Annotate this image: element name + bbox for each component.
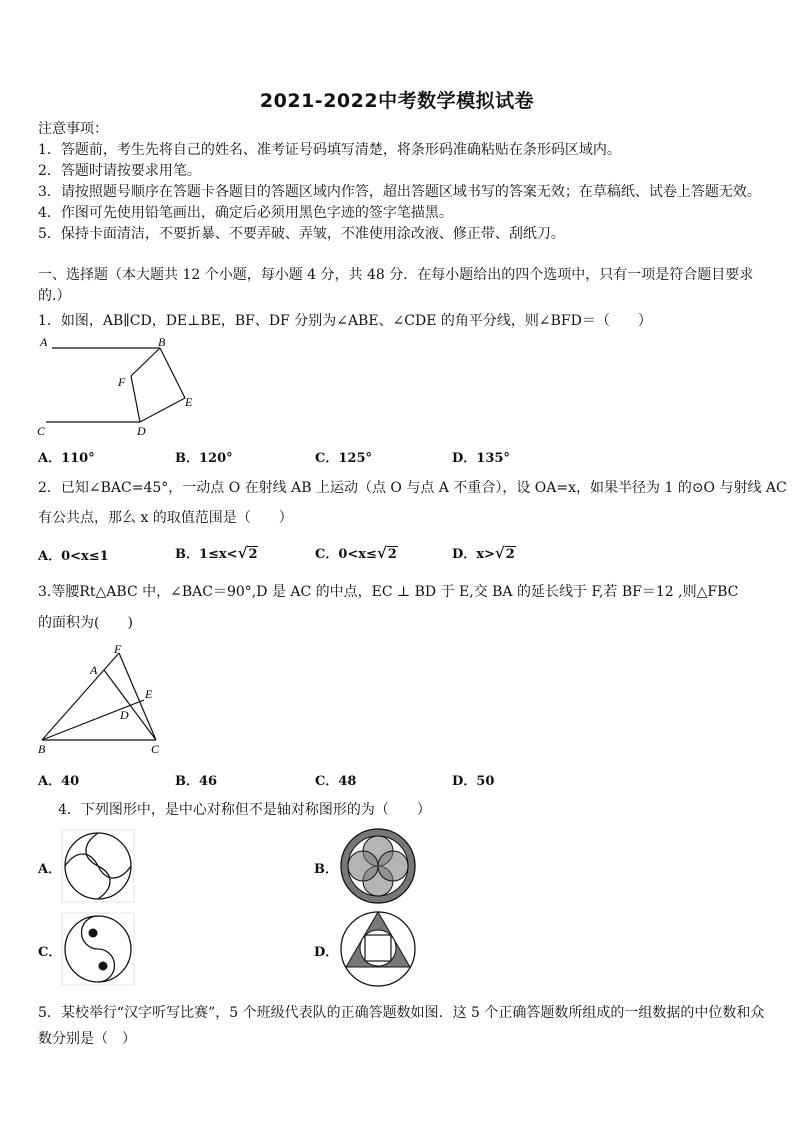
yin-yang-icon — [60, 911, 136, 987]
section-heading-cont: 的.） — [38, 288, 71, 304]
question-5-text-cont: 数分别是（ ） — [38, 1031, 136, 1047]
label-D: D — [137, 424, 146, 438]
radicand: 2 — [248, 547, 258, 562]
option-a: A．0<x≤1 — [38, 549, 109, 564]
label-C: C — [151, 742, 160, 756]
label-E: E — [145, 687, 153, 701]
notice-item: 4．作图可先使用铅笔画出，确定后必须用黑色字迹的签字笔描黑。 — [38, 205, 453, 221]
option-b: B．46 — [175, 774, 218, 789]
option-b-label: B．1≤x< — [175, 547, 238, 562]
label-B: B — [38, 742, 46, 756]
label-F: F — [114, 642, 122, 656]
label-B: B — [158, 335, 166, 349]
option-b: B．120° — [175, 451, 233, 466]
notice-item: 3．请按照题号顺序在答题卡各题目的答题区域内作答，超出答题区域书写的答案无效；在草稿纸、试卷上答题无效。 — [38, 184, 761, 200]
triangle-square-circle-icon — [338, 908, 418, 988]
option-c: C．48 — [315, 774, 357, 789]
notice-item: 2．答题时请按要求用笔。 — [38, 163, 201, 179]
question-3-figure — [34, 640, 174, 760]
question-4-text: 4．下列图形中，是中心对称但不是轴对称图形的为（ ） — [58, 802, 431, 818]
option-d-label: D．x> — [452, 547, 495, 562]
radicand: 2 — [505, 547, 515, 562]
label-F: F — [118, 375, 126, 389]
option-c-label: C．0<x≤ — [315, 547, 377, 562]
label-E: E — [185, 395, 193, 409]
label-C: C — [37, 424, 46, 438]
question-5-text: 5．某校举行“汉字听写比赛”，5 个班级代表队的正确答题数如图．这 5 个正确答题数所组成的一组数据的中位数和众 — [38, 1005, 765, 1021]
option-c — [315, 543, 398, 562]
option-a: A．40 — [38, 774, 80, 789]
question-1-figure — [34, 332, 204, 440]
option-d: D．50 — [452, 774, 495, 789]
label-A: A — [90, 663, 98, 677]
four-petal-circle-icon — [338, 826, 418, 906]
option-c: C．125° — [315, 451, 372, 466]
sqrt-symbol: √2 — [237, 544, 258, 562]
question-2-text-cont: 有公共点，那么 x 的取值范围是（ ） — [38, 510, 293, 526]
section-heading: 一、选择题（本大题共 12 个小题，每小题 4 分，共 48 分．在每小题给出的四个选项中，只有一项是符合题目要求 — [38, 267, 754, 283]
option-d: D．135° — [452, 451, 510, 466]
radicand: 2 — [387, 547, 397, 562]
option-d: D． — [314, 945, 339, 960]
question-1-text: 1．如图，AB∥CD，DE⊥BE，BF、DF 分别为∠ABE、∠CDE 的角平分线，则∠BFD＝（ ） — [38, 313, 652, 329]
option-a: A． — [38, 862, 62, 877]
label-A: A — [40, 335, 48, 349]
sqrt-symbol: √2 — [376, 544, 397, 562]
option-c: C． — [38, 945, 62, 960]
notice-item: 1．答题前，考生先将自己的姓名、准考证号码填写清楚，将条形码准确粘贴在条形码区域内。 — [38, 142, 621, 158]
option-d — [452, 543, 516, 562]
swirl-circle-icon — [60, 828, 136, 904]
question-3-text-cont: 的面积为( ) — [38, 615, 133, 631]
label-D: D — [120, 708, 129, 722]
option-a: A．110° — [38, 451, 95, 466]
notice-item: 5．保持卡面清洁，不要折暴、不要弄破、弄皱，不准使用涂改液、修正带、刮纸刀。 — [38, 226, 565, 242]
question-3-text: 3.等腰Rt△ABC 中，∠BAC＝90°,D 是 AC 的中点，EC ⊥ BD 于 E,交 BA 的延长线于 F,若 BF＝12 ,则△FBC — [38, 584, 739, 600]
page-title: 2021-2022中考数学模拟试卷 — [259, 90, 535, 112]
option-b — [175, 543, 258, 562]
notice-heading: 注意事项： — [38, 121, 108, 137]
question-2-text: 2．已知∠BAC=45°，一动点 O 在射线 AB 上运动（点 O 与点 A 不重合），设 OA=x，如果半径为 1 的⊙O 与射线 AC — [38, 480, 787, 496]
sqrt-symbol: √2 — [494, 544, 515, 562]
option-b: B． — [314, 862, 338, 877]
